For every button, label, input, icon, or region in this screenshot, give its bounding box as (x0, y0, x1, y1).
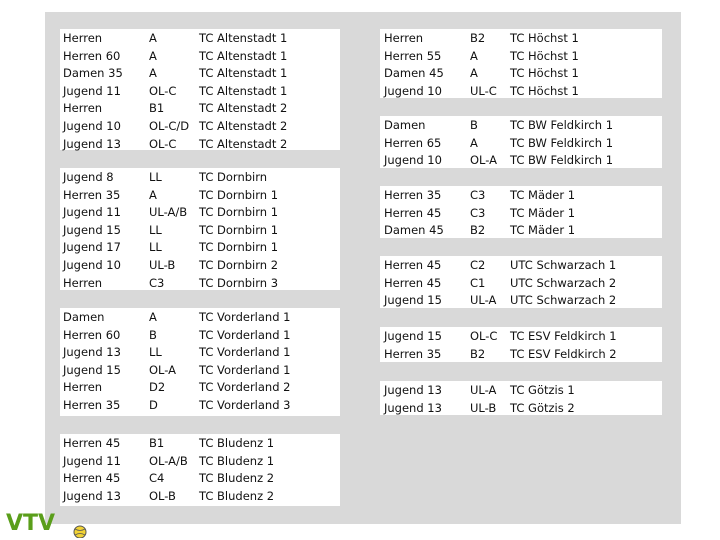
league-cell: D (149, 398, 158, 412)
league-cell: UL-A (470, 293, 497, 308)
table-row (380, 64, 662, 82)
table-row (60, 256, 340, 274)
team-cell: Jugend 15 (63, 362, 121, 377)
team-cell: Jugend 13 (63, 136, 121, 151)
table-row (60, 361, 340, 379)
team-cell: Jugend 15 (384, 293, 442, 308)
league-cell: C3 (470, 188, 486, 202)
vtv-logo (4, 506, 94, 538)
club-cell: UTC Schwarzach 2 (510, 293, 617, 308)
table-row (60, 117, 340, 135)
team-cell: Herren (63, 101, 103, 116)
club-cell: TC Götzis 2 (510, 400, 575, 415)
league-cell: B1 (149, 101, 165, 116)
table-row (380, 327, 662, 345)
league-cell: OL-C (149, 83, 177, 98)
table-row (60, 396, 340, 414)
table-row (60, 378, 340, 396)
league-cell: A (149, 48, 157, 63)
club-cell: TC Höchst 1 (510, 48, 579, 63)
club-cell: TC Dornbirn 2 (199, 258, 279, 272)
team-cell: Jugend 13 (384, 383, 442, 397)
club-cell: TC Vorderland 1 (199, 362, 291, 377)
club-block-schwarzach (380, 256, 662, 308)
team-cell: Damen 45 (384, 223, 444, 238)
league-cell: A (470, 48, 478, 63)
club-cell: TC ESV Feldkirch 2 (510, 346, 617, 361)
club-cell: TC Altenstadt 1 (199, 48, 288, 63)
table-row (380, 186, 662, 204)
league-cell: UL-B (149, 258, 176, 272)
league-cell: C3 (470, 205, 486, 220)
league-cell: C2 (470, 258, 486, 272)
table-row (60, 308, 340, 326)
club-cell: TC Vorderland 1 (199, 310, 291, 324)
league-cell: OL-C (149, 136, 177, 151)
team-cell: Herren 45 (384, 205, 442, 220)
club-block-altenstadt (60, 29, 340, 150)
team-cell: Jugend 8 (63, 170, 114, 184)
league-cell: LL (149, 240, 162, 255)
league-cell: C3 (149, 275, 165, 290)
club-cell: TC BW Feldkirch 1 (510, 153, 614, 168)
team-cell: Herren 60 (63, 48, 121, 63)
club-cell: TC Altenstadt 1 (199, 83, 288, 98)
table-row (380, 29, 662, 47)
club-cell: TC Götzis 1 (510, 383, 575, 397)
league-cell: UL-A/B (149, 205, 188, 220)
club-cell: TC BW Feldkirch 1 (510, 118, 614, 132)
team-cell: Jugend 10 (63, 258, 121, 272)
team-cell: Damen 35 (63, 66, 123, 81)
club-cell: UTC Schwarzach 1 (510, 258, 617, 272)
team-cell: Damen (63, 310, 105, 324)
league-cell: D2 (149, 380, 166, 395)
league-cell: A (149, 187, 157, 202)
team-cell: Herren 35 (63, 187, 121, 202)
league-cell: OL-A (149, 362, 177, 377)
table-row (60, 29, 340, 47)
table-row (60, 99, 340, 117)
club-cell: TC Bludenz 1 (199, 436, 275, 450)
logo-text: VTV (6, 511, 56, 536)
league-cell: OL-C/D (149, 119, 190, 133)
club-cell: UTC Schwarzach 2 (510, 275, 617, 290)
league-cell: B2 (470, 223, 486, 238)
league-cell: A (149, 66, 157, 81)
team-cell: Jugend 13 (384, 400, 442, 415)
club-block-dornbirn (60, 168, 340, 290)
team-cell: Herren (63, 275, 103, 290)
team-cell: Jugend 15 (384, 329, 442, 343)
team-cell: Herren 60 (63, 327, 121, 342)
team-cell: Herren 45 (384, 258, 442, 272)
team-cell: Jugend 11 (63, 453, 121, 468)
team-cell: Herren 45 (63, 436, 121, 450)
club-cell: TC Altenstadt 1 (199, 31, 288, 45)
league-cell: UL-A (470, 383, 497, 397)
club-cell: TC Dornbirn 1 (199, 205, 279, 220)
club-cell: TC BW Feldkirch 1 (510, 135, 614, 150)
league-cell: OL-A/B (149, 453, 188, 468)
club-cell: TC ESV Feldkirch 1 (510, 329, 617, 343)
league-cell: LL (149, 222, 162, 237)
team-cell: Herren (384, 31, 424, 45)
league-cell: OL-C (470, 329, 498, 343)
table-row (380, 345, 662, 363)
table-row (60, 434, 340, 452)
league-cell: UL-B (470, 400, 497, 415)
team-cell: Herren 35 (384, 346, 442, 361)
league-cell: C1 (470, 275, 486, 290)
table-row (60, 82, 340, 100)
club-cell: TC Altenstadt 2 (199, 101, 288, 116)
team-cell: Jugend 11 (63, 205, 121, 220)
table-row (380, 204, 662, 222)
league-cell: A (470, 66, 478, 81)
table-row (380, 291, 662, 309)
team-cell: Jugend 11 (63, 83, 121, 98)
club-cell: TC Altenstadt 2 (199, 136, 288, 151)
team-cell: Jugend 15 (63, 222, 121, 237)
table-row (380, 221, 662, 239)
club-block-bludenz (60, 434, 340, 506)
team-cell: Herren 35 (63, 398, 121, 412)
table-row (380, 116, 662, 134)
league-cell: B (470, 118, 478, 132)
team-cell: Damen 45 (384, 66, 444, 81)
club-block-maeder (380, 186, 662, 238)
league-cell: B2 (470, 31, 486, 45)
league-cell: OL-B (149, 488, 176, 503)
league-cell: C4 (149, 471, 165, 486)
club-cell: TC Dornbirn 1 (199, 187, 279, 202)
team-cell: Herren 35 (384, 188, 442, 202)
team-cell: Herren 45 (63, 471, 121, 486)
table-row (380, 134, 662, 152)
league-cell: A (149, 31, 157, 45)
table-row (60, 238, 340, 256)
club-cell: TC Höchst 1 (510, 83, 579, 98)
club-block-vorderland (60, 308, 340, 416)
table-row (60, 274, 340, 292)
table-row (380, 256, 662, 274)
table-row (60, 487, 340, 505)
team-cell: Herren (63, 31, 103, 45)
table-row (60, 135, 340, 153)
club-cell: TC Altenstadt 1 (199, 66, 288, 81)
table-row (60, 469, 340, 487)
table-row (380, 381, 662, 399)
team-cell: Herren 55 (384, 48, 442, 63)
table-row (60, 168, 340, 186)
club-cell: TC Altenstadt 2 (199, 119, 288, 133)
club-block-hoechst (380, 29, 662, 98)
table-row (60, 203, 340, 221)
club-cell: TC Mäder 1 (510, 205, 576, 220)
club-block-goetzis (380, 381, 662, 415)
league-cell: LL (149, 170, 162, 184)
club-cell: TC Mäder 1 (510, 223, 576, 238)
club-cell: TC Höchst 1 (510, 66, 579, 81)
club-cell: TC Vorderland 3 (199, 398, 291, 412)
league-cell: A (149, 310, 157, 324)
team-cell: Damen (384, 118, 426, 132)
club-cell: TC Bludenz 2 (199, 471, 275, 486)
table-row (60, 221, 340, 239)
league-cell: LL (149, 345, 162, 360)
table-row (60, 452, 340, 470)
team-cell: Jugend 10 (384, 153, 442, 168)
table-row (60, 326, 340, 344)
table-row (380, 82, 662, 100)
table-row (380, 151, 662, 169)
club-cell: TC Dornbirn 3 (199, 275, 279, 290)
table-row (380, 399, 662, 417)
team-cell: Jugend 13 (63, 488, 121, 503)
team-cell: Herren (63, 380, 103, 395)
team-cell: Herren 45 (384, 275, 442, 290)
league-cell: B (149, 327, 157, 342)
table-row (380, 47, 662, 65)
tennis-ball-icon (74, 526, 86, 538)
table-row (60, 186, 340, 204)
league-cell: OL-A (470, 153, 498, 168)
club-cell: TC Dornbirn (199, 170, 268, 184)
league-cell: A (470, 135, 478, 150)
club-cell: TC Höchst 1 (510, 31, 579, 45)
team-cell: Jugend 10 (63, 119, 121, 133)
club-block-bw-feldkirch (380, 116, 662, 168)
team-cell: Jugend 17 (63, 240, 121, 255)
league-cell: B1 (149, 436, 165, 450)
club-cell: TC Bludenz 1 (199, 453, 275, 468)
club-cell: TC Dornbirn 1 (199, 240, 279, 255)
team-cell: Jugend 10 (384, 83, 442, 98)
team-cell: Herren 65 (384, 135, 442, 150)
league-cell: B2 (470, 346, 486, 361)
table-row (60, 343, 340, 361)
league-cell: UL-C (470, 83, 497, 98)
club-cell: TC Vorderland 1 (199, 327, 291, 342)
club-cell: TC Dornbirn 1 (199, 222, 279, 237)
table-row (380, 274, 662, 292)
table-row (60, 64, 340, 82)
club-cell: TC Vorderland 2 (199, 380, 291, 395)
club-cell: TC Bludenz 2 (199, 488, 275, 503)
club-block-esv-feldkirch (380, 327, 662, 362)
club-cell: TC Vorderland 1 (199, 345, 291, 360)
club-cell: TC Mäder 1 (510, 188, 576, 202)
team-cell: Jugend 13 (63, 345, 121, 360)
table-row (60, 47, 340, 65)
